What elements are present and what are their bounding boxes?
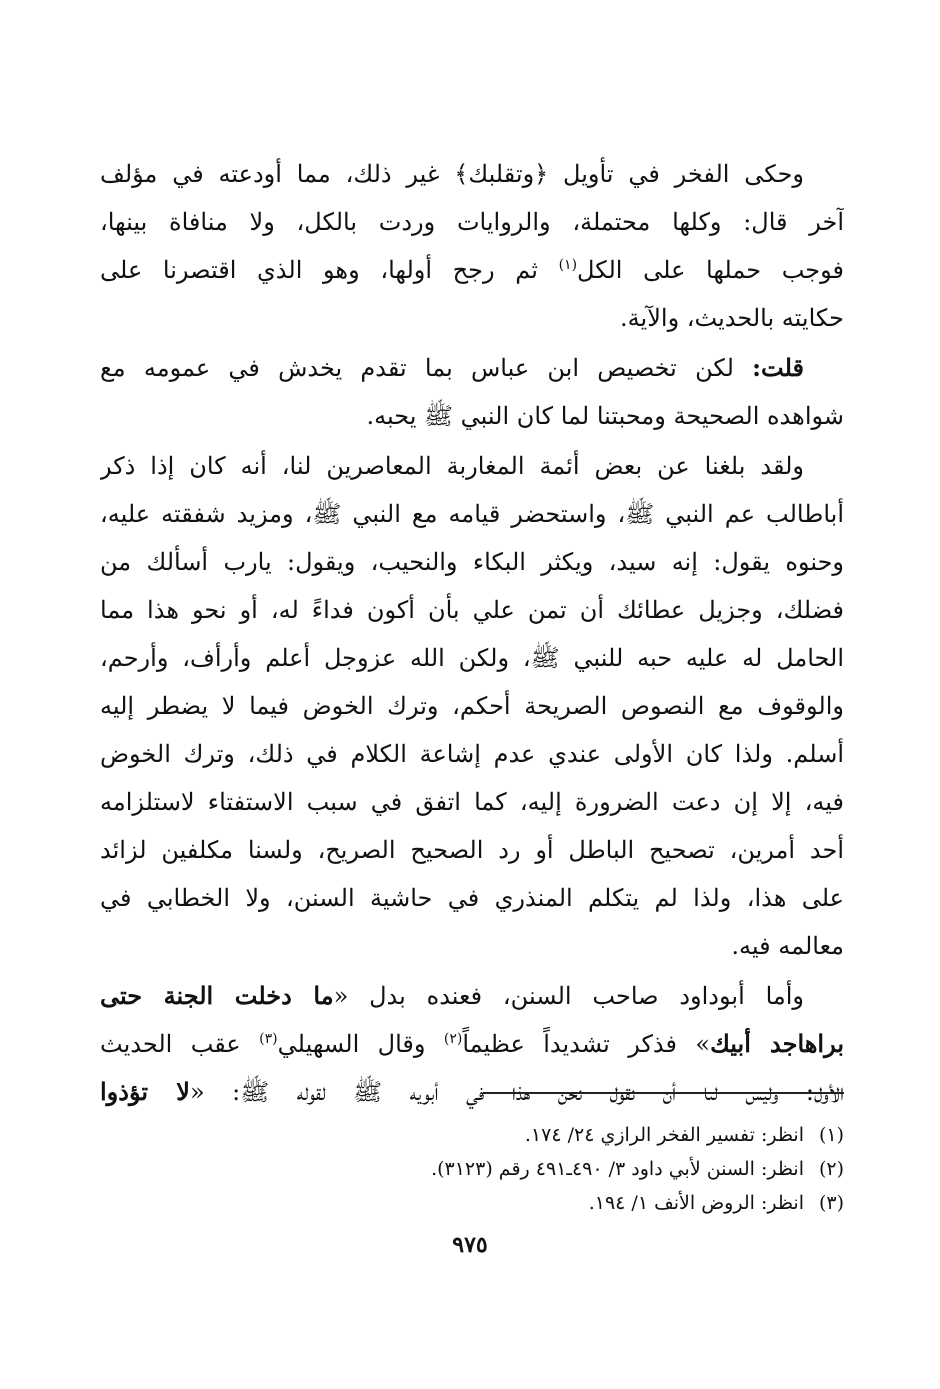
paragraph-4 — [100, 972, 844, 1116]
footnote-text: انظر: تفسير الفخر الرازي ٢٤/ ١٧٤. — [524, 1124, 804, 1146]
footnotes — [300, 1118, 844, 1220]
text-line: فيه، إلا إن دعت الضرورة إليه، كما اتفق في سبب الاستفتاء لاستلزامه — [100, 788, 844, 816]
text-line — [100, 246, 844, 294]
text-line: أحد أمرين، تصحيح الباطل أو رد الصحيح الصريح، ولسنا مكلفين لزائد — [100, 836, 844, 864]
text-line — [100, 972, 844, 1020]
text-line: ولقد بلغنا عن بعض أئمة المغاربة المعاصرين لنا، أنه كان إذا ذكر — [100, 452, 804, 480]
text-line: الحامل له عليه حبه للنبي ﷺ، ولكن الله عزوجل أعلم وأرأف، وأرحم، — [100, 644, 844, 672]
text-line: والوقوف مع النصوص الصريحة أحكم، وترك الخوض فيما لا يضطر إليه — [100, 692, 844, 720]
hadith-quote: براهاجد أبيك — [710, 1029, 844, 1058]
footnote-number: (٣) — [818, 1192, 844, 1214]
footnote-number: (١) — [818, 1124, 844, 1146]
paragraph-3 — [100, 442, 844, 970]
hadith-quote: ما دخلت الجنة حتى — [100, 981, 334, 1010]
text-line: حكايته بالحديث، والآية. — [620, 304, 844, 332]
footnote-item — [300, 1152, 844, 1186]
footnote-item — [300, 1186, 844, 1220]
footnote-ref[interactable]: (٣) — [259, 1031, 278, 1047]
footnote-text: انظر: الروض الأنف ١/ ١٩٤. — [588, 1192, 804, 1214]
text-segment: وقال السهيلي — [277, 1030, 444, 1058]
footnote-divider — [483, 1092, 844, 1094]
text-segment: وأما أبوداود صاحب السنن، فعنده بدل « — [333, 982, 804, 1010]
bold-lead: قلت: — [752, 353, 804, 382]
paragraph-1 — [100, 150, 844, 342]
text-line — [100, 344, 844, 392]
text-line: وحنوه يقول: إنه سيد، ويكثر البكاء والنحيب، ويقول: يارب أسألك من — [100, 548, 844, 576]
text-segment: فوجب حملها على الكل — [577, 256, 844, 284]
footnote-ref[interactable]: (٢) — [443, 1031, 463, 1047]
page-number: ٩٧٥ — [452, 1232, 488, 1258]
footnote-ref[interactable]: (١) — [558, 257, 578, 273]
text-segment: الأول: وليس لنا أن نقول نحن هذا في أبويه ﷺ لقوله ﷺ: « — [189, 1078, 844, 1106]
text-segment: عقب الحديث — [100, 1030, 260, 1058]
text-line: آخر قال: وكلها محتملة، والروايات وردت بالكل، ولا منافاة بينها، — [100, 208, 844, 236]
text-line: معالمه فيه. — [731, 932, 844, 960]
text-line: وحكى الفخر في تأويل ﴿وتقلبك﴾ غير ذلك، مما أودعته في مؤلف — [100, 160, 804, 188]
text-segment: » فذكر تشديداً عظيماً — [462, 1030, 711, 1058]
text-line: أسلم. ولذا كان الأولى عندي عدم إشاعة الكلام في ذلك، وترك الخوض — [100, 740, 844, 768]
hadith-quote: لا تؤذوا — [100, 1077, 190, 1106]
text-segment: لكن تخصيص ابن عباس بما تقدم يخدش في عمومه مع — [100, 354, 753, 382]
paragraph-2 — [100, 344, 844, 440]
text-line — [100, 1020, 844, 1068]
text-line: فضلك، وجزيل عطائك أن تمن علي بأن أكون فداءً له، أو نحو هذا مما — [100, 596, 844, 624]
text-segment: ثم رجح أولها، وهو الذي اقتصرنا على — [100, 256, 559, 284]
footnote-text: انظر: السنن لأبي داود ٣/ ٤٩٠ـ٤٩١ رقم (٣١٢٣). — [431, 1158, 804, 1180]
text-line: شواهده الصحيحة ومحبتنا لما كان النبي ﷺ يحبه. — [366, 402, 844, 430]
main-text — [100, 150, 844, 1118]
text-line: على هذا، ولذا لم يتكلم المنذري في حاشية السنن، ولا الخطابي في — [100, 884, 844, 912]
footnote-number: (٢) — [818, 1158, 844, 1180]
footnote-item — [300, 1118, 844, 1152]
text-line: أباطالب عم النبي ﷺ، واستحضر قيامه مع النبي ﷺ، ومزيد شفقته عليه، — [100, 500, 844, 528]
